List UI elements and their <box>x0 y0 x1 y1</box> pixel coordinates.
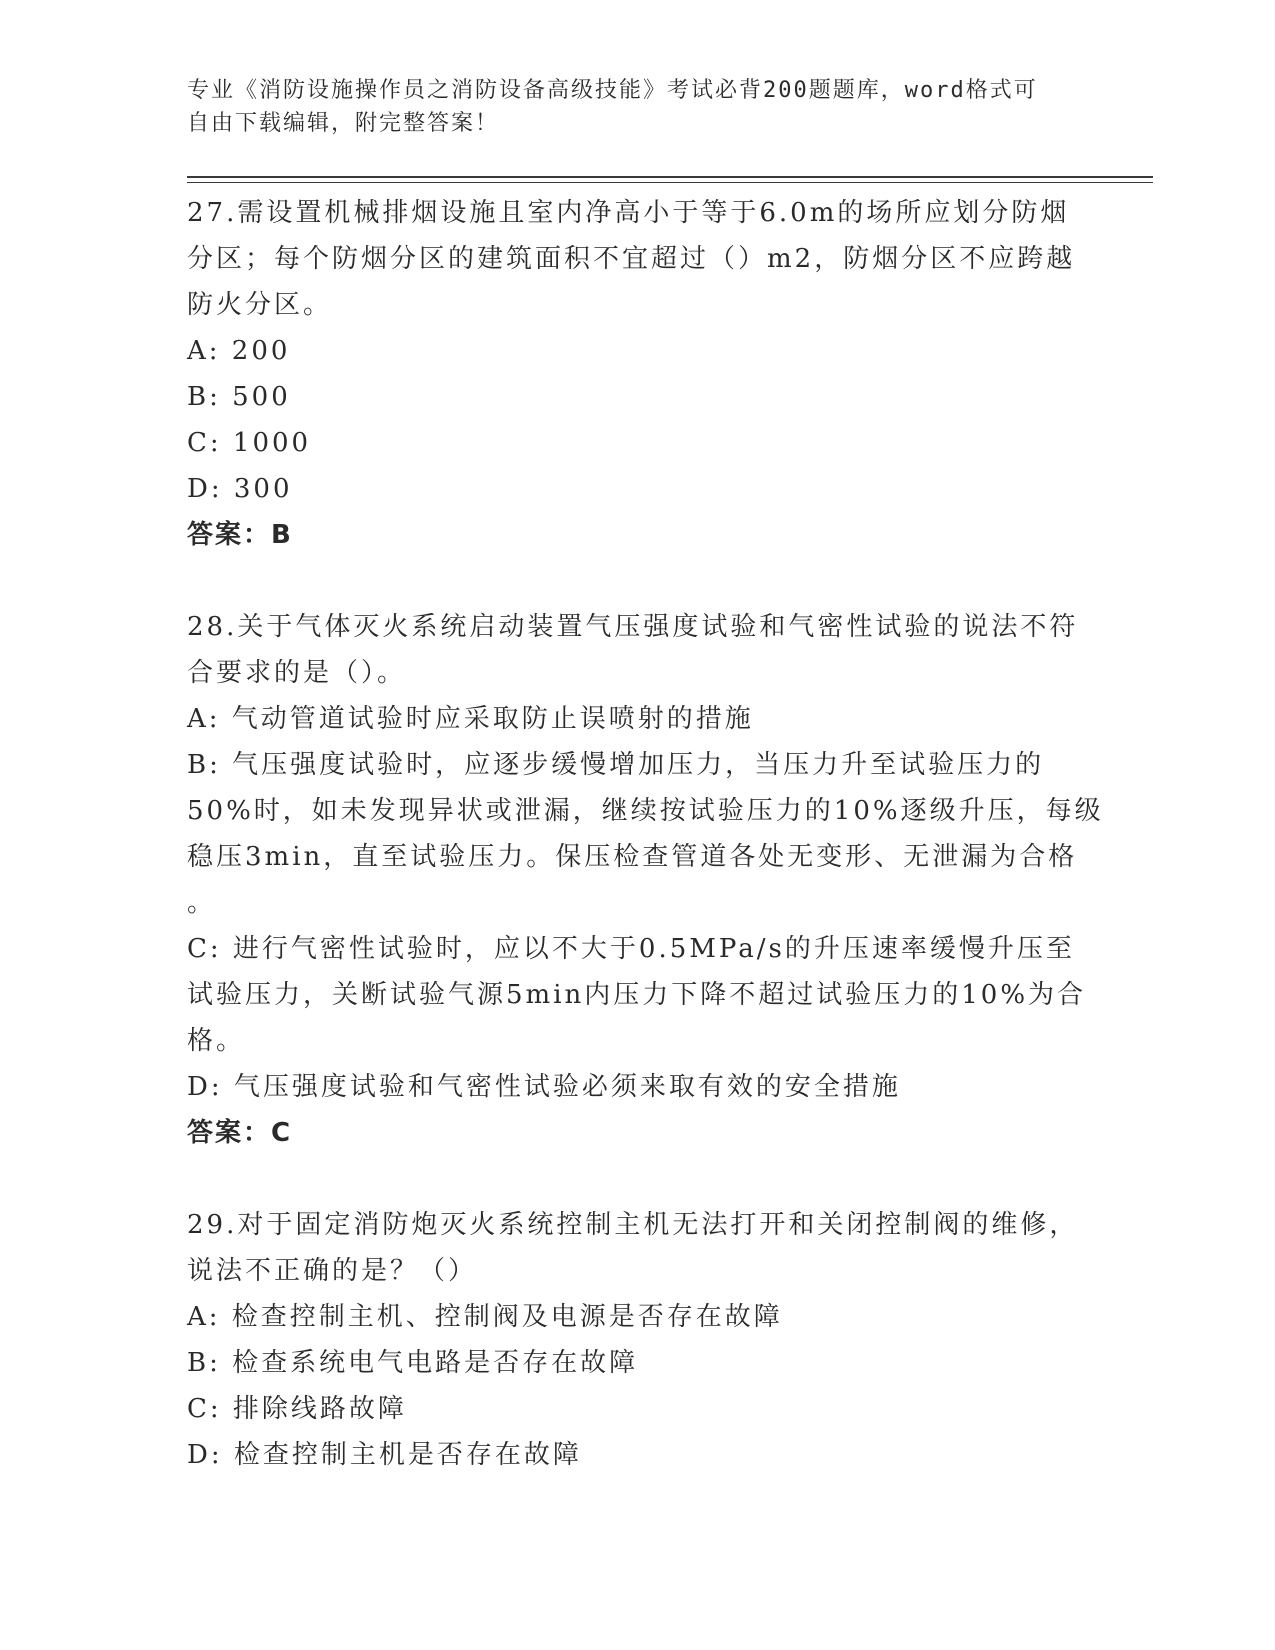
question-27 <box>187 190 1087 558</box>
option-d: D: 检查控制主机是否存在故障 <box>187 1440 582 1470</box>
question-28 <box>187 604 1104 1156</box>
option-b-continued: 50%时，如未发现异状或泄漏，继续按试验压力的10%逐级升压，每级 <box>187 796 1104 826</box>
header-rule-thick <box>187 176 1153 178</box>
option-c-continued: 格。 <box>187 1026 246 1056</box>
option-d: D: 气压强度试验和气密性试验必须来取有效的安全措施 <box>187 1072 901 1102</box>
option-b: B: 500 <box>187 382 291 412</box>
question-stem-line: 分区；每个防烟分区的建筑面积不宜超过（）m2，防烟分区不应跨越 <box>187 244 1076 274</box>
page-header <box>187 74 1067 140</box>
option-c-continued: 试验压力，关断试验气源5min内压力下降不超过试验压力的10%为合 <box>187 980 1087 1010</box>
question-list <box>187 190 1104 1478</box>
option-a: A: 检查控制主机、控制阀及电源是否存在故障 <box>187 1302 783 1332</box>
option-b: B: 气压强度试验时，应逐步缓慢增加压力，当压力升至试验压力的 <box>187 750 1045 780</box>
option-c: C: 排除线路故障 <box>187 1394 407 1424</box>
question-stem-line: 27.需设置机械排烟设施且室内净高小于等于6.0m的场所应划分防烟 <box>187 198 1070 228</box>
option-b-continued: 。 <box>187 888 217 918</box>
option-b-continued: 稳压3min，直至试验压力。保压检查管道各处无变形、无泄漏为合格 <box>187 842 1078 872</box>
question-stem-line: 防火分区。 <box>187 290 333 320</box>
option-a: A: 气动管道试验时应采取防止误喷射的措施 <box>187 704 754 734</box>
option-c: C: 进行气密性试验时，应以不大于0.5MPa/s的升压速率缓慢升压至 <box>187 934 1075 964</box>
option-d: D: 300 <box>187 474 293 504</box>
header-line: 自由下载编辑，附完整答案！ <box>187 111 500 136</box>
option-c: C: 1000 <box>187 428 312 458</box>
option-a: A: 200 <box>187 336 291 366</box>
question-stem-line: 说法不正确的是？（） <box>187 1256 478 1286</box>
question-29 <box>187 1202 1087 1478</box>
header-line: 专业《消防设施操作员之消防设备高级技能》考试必背200题题库，word格式可 <box>187 78 1038 103</box>
answer-label: 答案：C <box>187 1118 293 1148</box>
header-rule-thin <box>187 182 1153 183</box>
question-stem-line: 29.对于固定消防炮灭火系统控制主机无法打开和关闭控制阀的维修， <box>187 1210 1079 1240</box>
option-b: B: 检查系统电气电路是否存在故障 <box>187 1348 639 1378</box>
answer-label: 答案：B <box>187 520 293 550</box>
spacer <box>187 558 1087 604</box>
question-stem-line: 合要求的是（）。 <box>187 658 407 688</box>
question-stem-line: 28.关于气体灭火系统启动装置气压强度试验和气密性试验的说法不符 <box>187 612 1079 642</box>
spacer <box>187 1156 1087 1202</box>
